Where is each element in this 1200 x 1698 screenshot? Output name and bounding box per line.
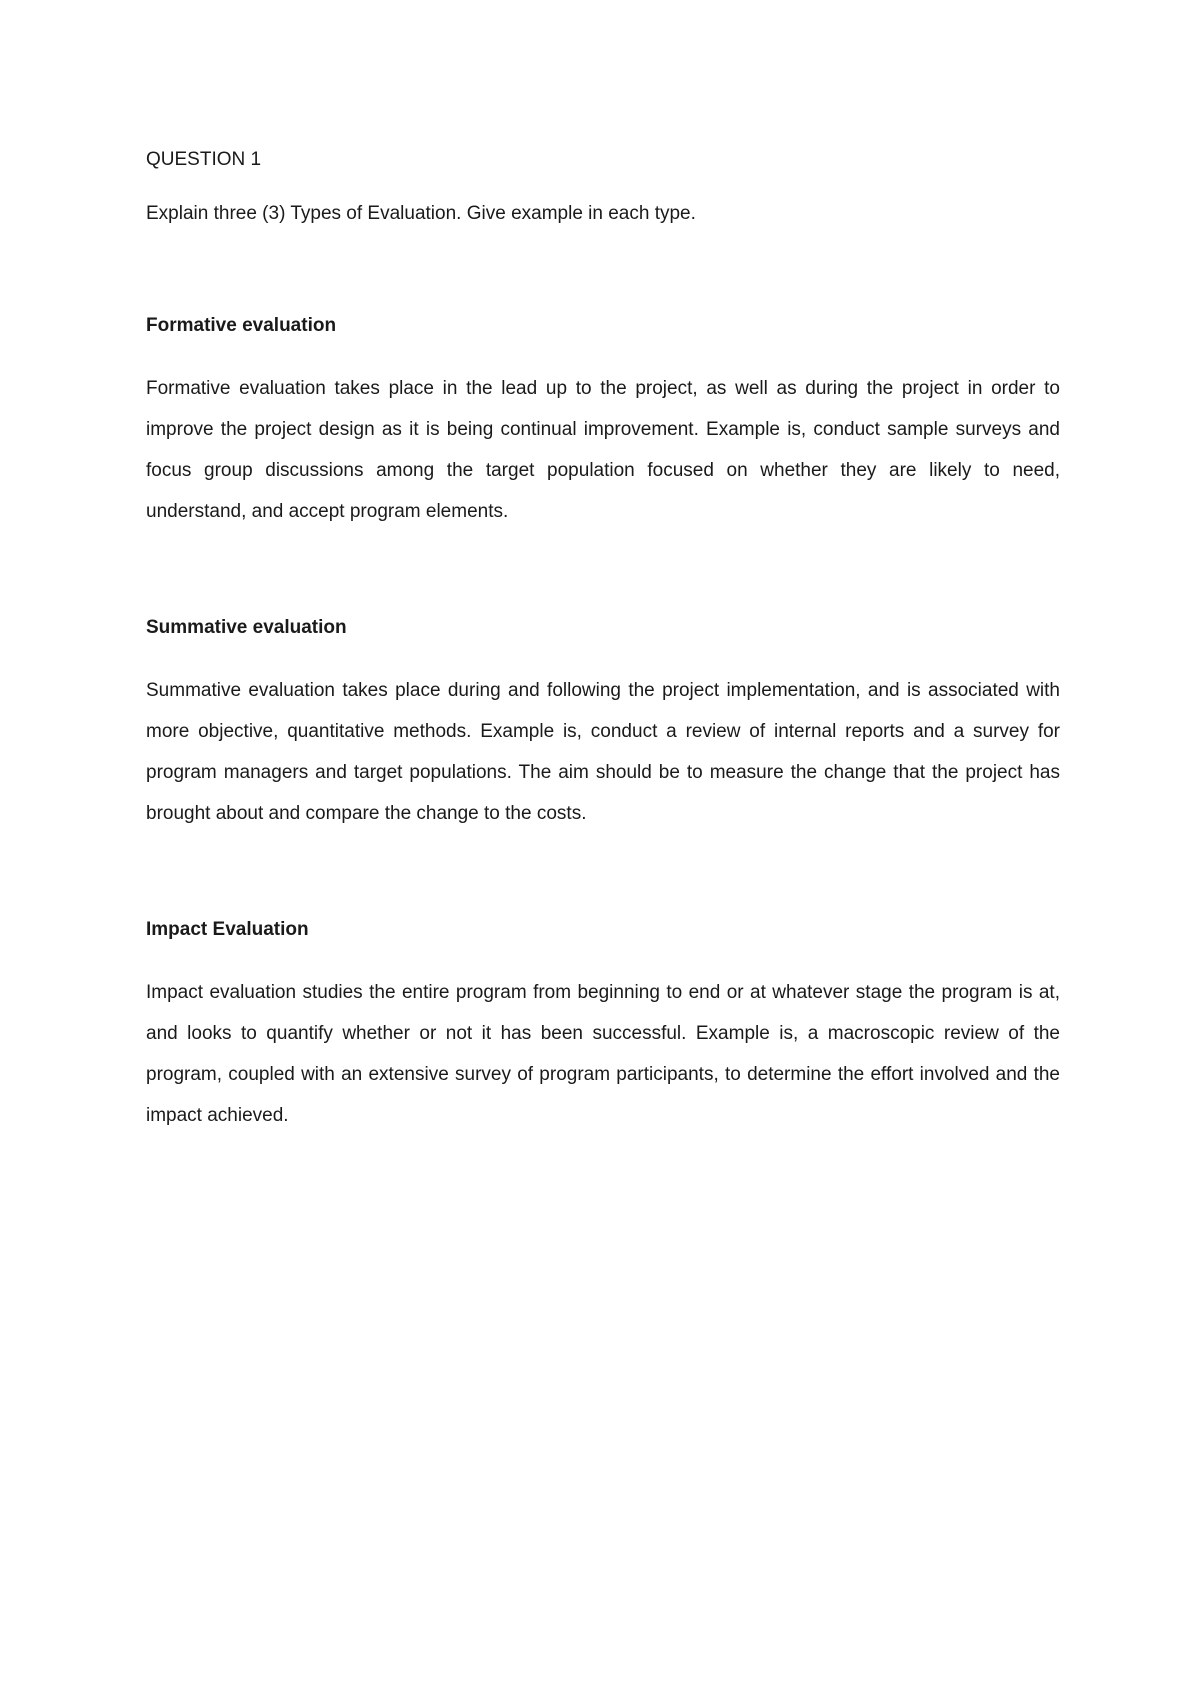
question-prompt: Explain three (3) Types of Evaluation. Give example in each type. <box>146 203 696 224</box>
section-summative-evaluation <box>146 614 1060 834</box>
section-body: Summative evaluation takes place during and following the project implementation, and is associated with more objective, quantitative methods. Example is, conduct a review of internal reports and a survey for program managers and target populations. The aim should be to measure the change that the project has brought about and compare the change to the costs. <box>146 680 1060 824</box>
section-heading: Formative evaluation <box>146 315 337 336</box>
section-heading: Summative evaluation <box>146 617 347 638</box>
section-body: Impact evaluation studies the entire program from beginning to end or at whatever stage the program is at, and looks to quantify whether or not it has been successful. Example is, a macroscopic review of the program, coupled with an extensive survey of program participants, to determine the effort involved and the impact achieved. <box>146 982 1060 1126</box>
section-heading: Impact Evaluation <box>146 919 309 940</box>
section-body: Formative evaluation takes place in the lead up to the project, as well as during the project in order to improve the project design as it is being continual improvement. Example is, conduct sample surveys and focus group discussions among the target population focused on whether they are likely to need, understand, and accept program elements. <box>146 378 1060 522</box>
question-title: QUESTION 1 <box>146 149 262 170</box>
section-formative-evaluation <box>146 312 1060 532</box>
section-impact-evaluation <box>146 916 1060 1136</box>
document-content <box>146 146 1060 1136</box>
